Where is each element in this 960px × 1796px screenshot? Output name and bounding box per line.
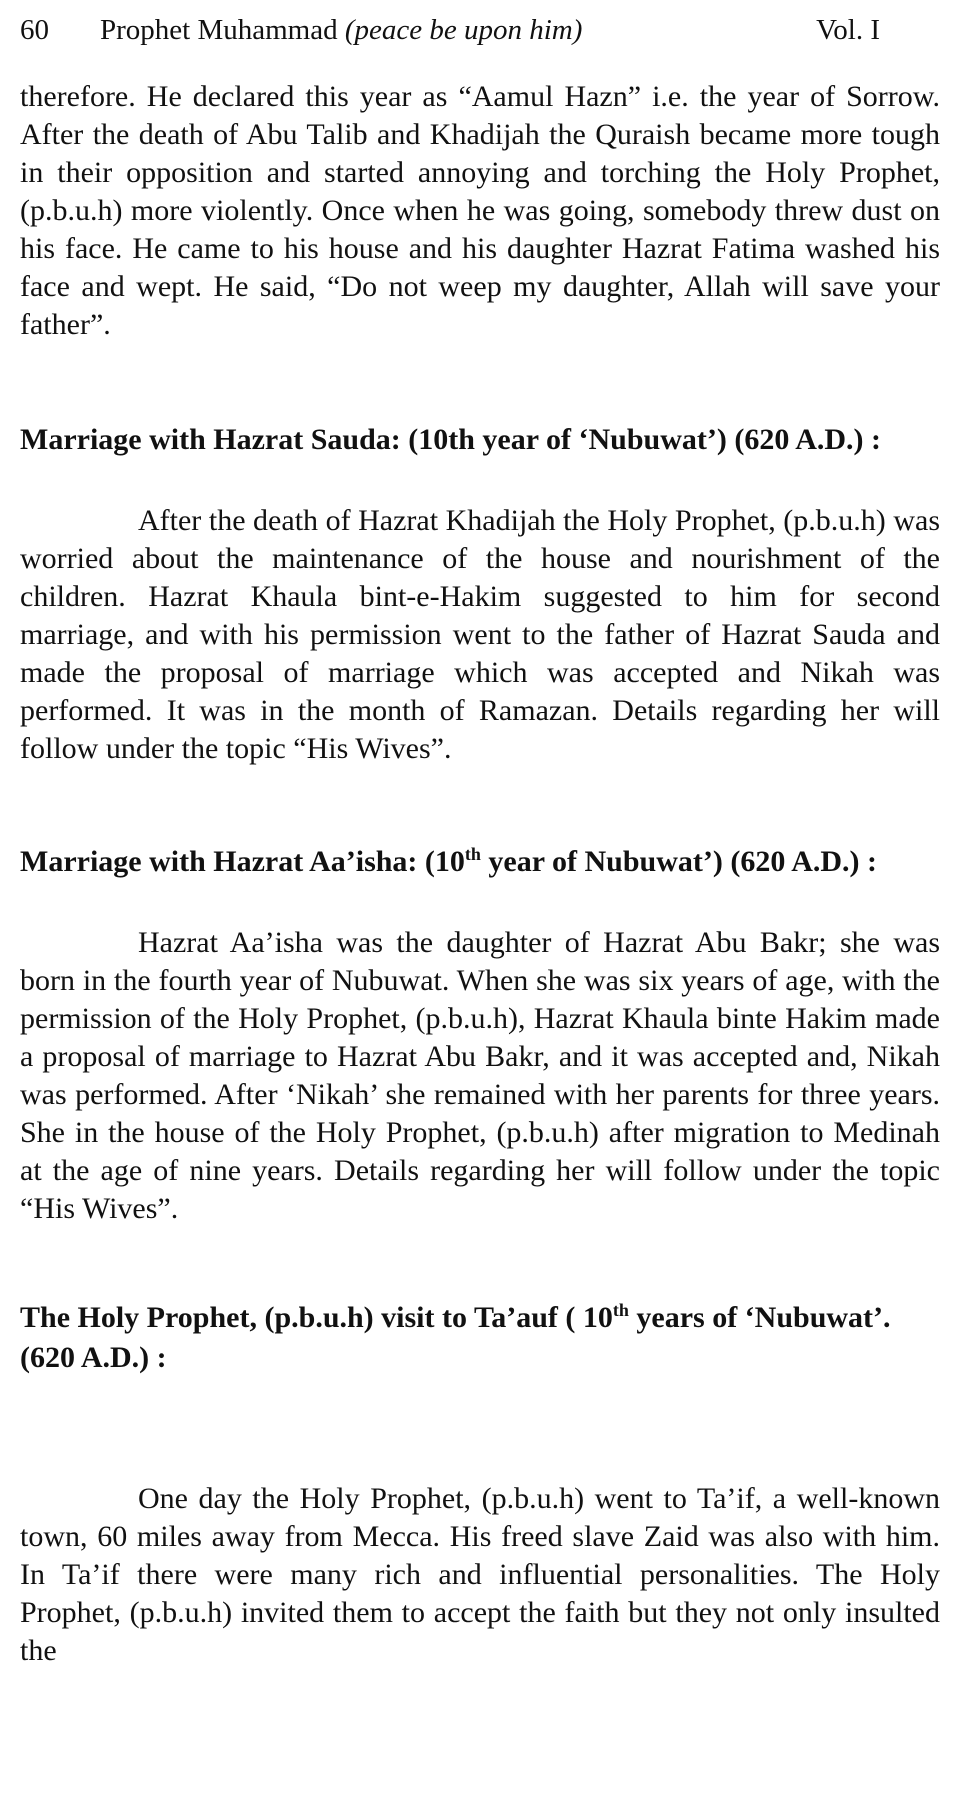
book-title-italic: (peace be upon him) <box>344 14 583 46</box>
heading-taif-line2: (620 A.D.) : <box>20 1341 167 1374</box>
volume-label: Vol. I <box>816 14 880 46</box>
paragraph-intro: therefore. He declared this year as “Aamul Hazn” i.e. the year of Sorrow. After the death of Abu Talib and Khadijah the Quraish became more tough in their opposition and started annoying and torching the Holy Prophet, (p.b.u.h) more violently. Once when he was going, somebody threw dust on his face. He came to his house and his daughter Hazrat Fatima washed his face and wept. He said, “Do not weep my daughter, Allah will save your father”. <box>20 80 940 341</box>
book-title-main: Prophet Muhammad <box>100 14 345 46</box>
paragraph-aaisha: Hazrat Aa’isha was the daughter of Hazrat Abu Bakr; she was born in the fourth year of Nubuwat. When she was six years of age, with the permission of the Holy Prophet, (p.b.u.h), Hazrat Khaula binte Hakim made a proposal of marriage to Hazrat Abu Bakr, and it was accepted and, Nikah was performed. After ‘Nikah’ she remained with her parents for three years. She in the house of the Holy Prophet, (p.b.u.h) after migration to Medinah at the age of nine years. Details regarding her will follow under the topic “His Wives”. <box>20 926 940 1225</box>
heading-aaisha-sup: th <box>464 844 481 864</box>
book-title <box>100 10 582 50</box>
heading-aaisha <box>20 842 940 882</box>
paragraph-taif: One day the Holy Prophet, (p.b.u.h) went to Ta’if, a well-known town, 60 miles away from Mecca. His freed slave Zaid was also with him. In Ta’if there were many rich and influential personalities. The Holy Prophet, (p.b.u.h) invited them to accept the faith but they not only insulted the <box>20 1482 940 1667</box>
heading-aaisha-part1: Marriage with Hazrat Aa’isha: (10 <box>20 845 465 878</box>
heading-taif <box>20 1298 940 1378</box>
page-number: 60 <box>20 14 49 46</box>
paragraph-sauda: After the death of Hazrat Khadijah the Holy Prophet, (p.b.u.h) was worried about the maintenance of the house and nourishment of the children. Hazrat Khaula bint-e-Hakim suggested to him for second marriage, and with his permission went to the father of Hazrat Sauda and made the proposal of marriage which was accepted and Nikah was performed. It was in the month of Ramazan. Details regarding her will follow under the topic “His Wives”. <box>20 504 940 765</box>
heading-sauda: Marriage with Hazrat Sauda: (10th year of ‘Nubuwat’) (620 A.D.) : <box>20 423 882 456</box>
page-header <box>20 10 940 50</box>
heading-taif-part1: The Holy Prophet, (p.b.u.h) visit to Ta’auf ( 10 <box>20 1301 613 1334</box>
heading-aaisha-part2: year of Nubuwat’) (620 A.D.) : <box>480 845 878 878</box>
heading-taif-part2: years of ‘Nubuwat’. <box>628 1301 891 1334</box>
heading-taif-sup: th <box>612 1300 629 1320</box>
